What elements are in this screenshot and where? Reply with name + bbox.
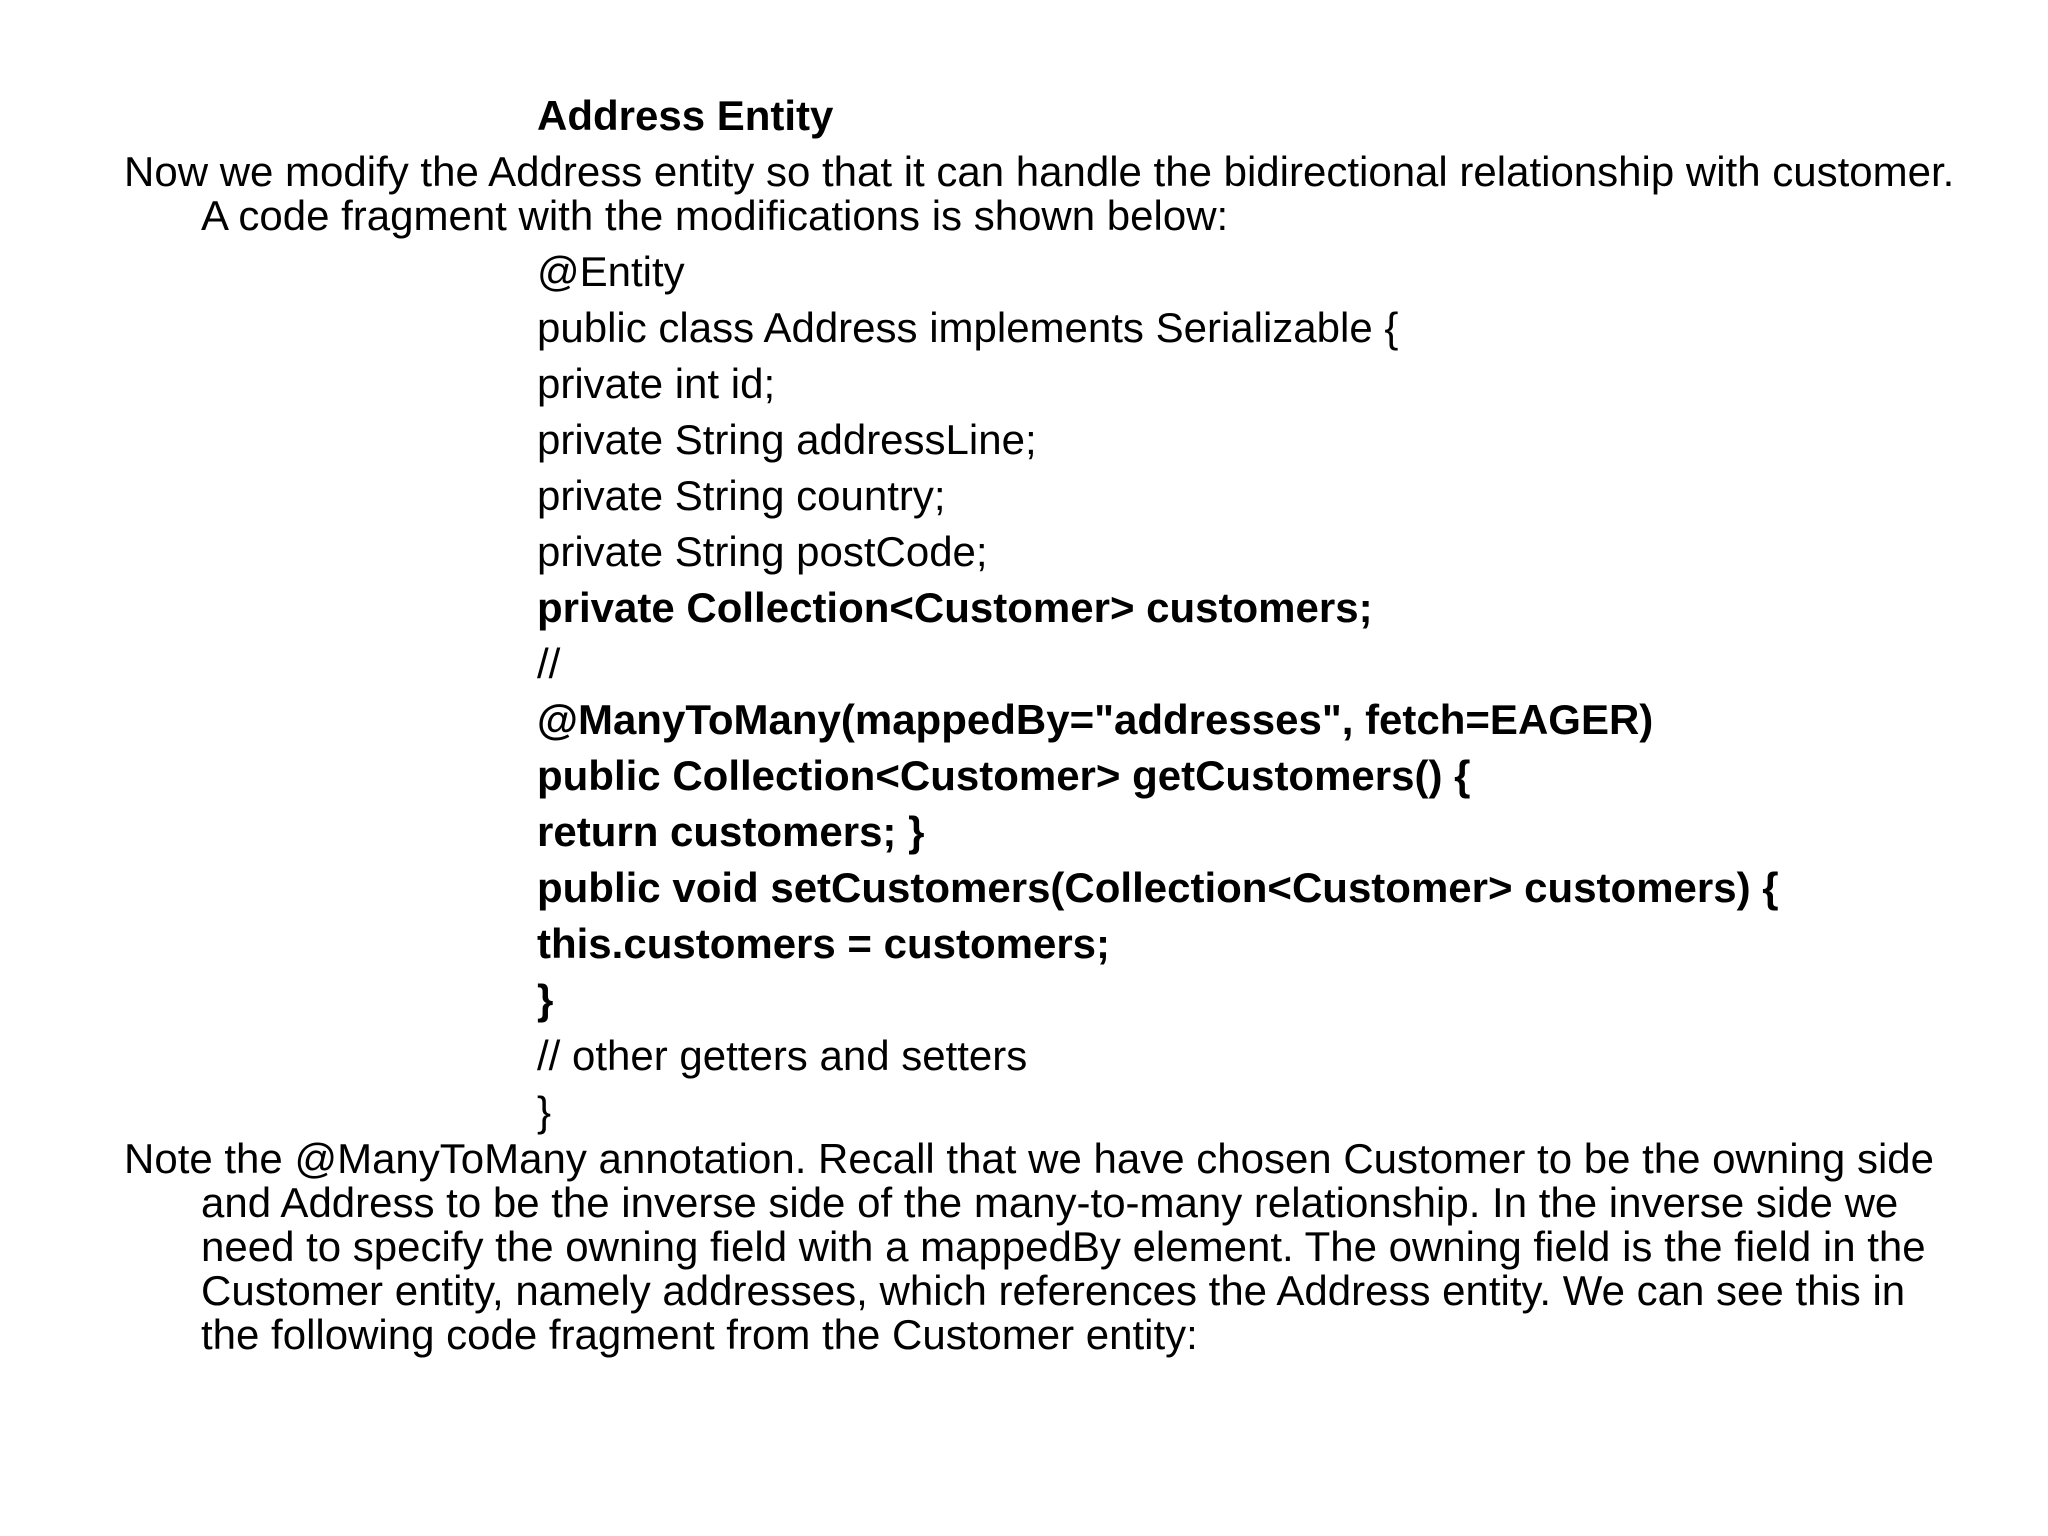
code-line: public class Address implements Serializable { [537,304,1399,351]
note-paragraph: Note the @ManyToMany annotation. Recall that we have chosen Customer to be the owning side and Address to be the inverse side of the many-to-many relationship. In the inverse side we need to specify the owning field with a mappedBy element. The owning field is the field in the Customer entity, namely addresses, which references the Address entity. We can see this in the following code fragment from the Customer entity: [124,1135,1934,1358]
code-line: return customers; } [537,808,925,855]
section-heading: Address Entity [537,92,834,139]
code-line: } [537,1088,552,1135]
code-line: // [537,640,561,687]
code-line: @ManyToMany(mappedBy="addresses", fetch=EAGER) [537,696,1654,743]
code-line: public Collection<Customer> getCustomers() { [537,752,1471,799]
code-line: @Entity [537,248,685,295]
code-line: } [537,976,554,1023]
code-line: this.customers = customers; [537,920,1111,967]
intro-paragraph: Now we modify the Address entity so that it can handle the bidirectional relationship with customer. A code fragment with the modifications is shown below: [124,148,1955,239]
code-line: // other getters and setters [537,1032,1028,1079]
code-line: private String addressLine; [537,416,1037,463]
code-line: public void setCustomers(Collection<Customer> customers) { [537,864,1779,911]
code-line: private String postCode; [537,528,988,575]
code-line: private Collection<Customer> customers; [537,584,1373,631]
code-line: private int id; [537,360,776,407]
code-fragment [537,244,1779,1140]
code-line: private String country; [537,472,946,519]
